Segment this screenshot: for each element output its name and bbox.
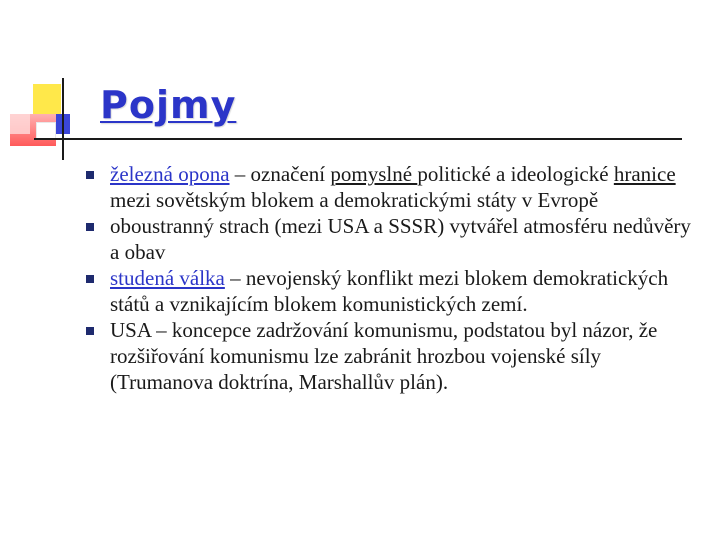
list-item xyxy=(82,213,692,265)
bullet-icon xyxy=(86,171,94,179)
decor-vertical-line xyxy=(62,78,64,160)
list-item xyxy=(82,161,692,213)
item-text: politické a ideologické xyxy=(417,162,614,186)
decor-yellow-square xyxy=(33,84,61,114)
item-text: – označení xyxy=(229,162,331,186)
list-item xyxy=(82,317,692,395)
term-zelezna-opona: železná opona xyxy=(110,162,230,186)
bullet-list xyxy=(82,161,692,395)
list-item xyxy=(82,265,692,317)
slide-title: Pojmy xyxy=(100,83,237,127)
bullet-icon xyxy=(86,275,94,283)
item-text: USA – koncepce zadržování komunismu, podstatou byl názor, že rozšiřování komunismu lze zabránit hrozbou vojenské síly (Trumanova doktrína, Marshallův plán). xyxy=(110,318,658,394)
decor-red-fade xyxy=(10,114,30,134)
underlined-text: hranice xyxy=(613,162,676,186)
bullet-icon xyxy=(86,327,94,335)
item-text: mezi sovětským blokem a demokratickými státy v Evropě xyxy=(110,188,599,212)
item-text: oboustranný strach (mezi USA a SSSR) vytvářel atmosféru nedůvěry a obav xyxy=(110,214,691,264)
bullet-icon xyxy=(86,223,94,231)
item-text: – nevojenský konflikt mezi blokem demokratických států a vznikajícím blokem komunistických zemí. xyxy=(110,266,669,316)
decor-horizontal-line xyxy=(34,138,682,140)
underlined-text: pomyslné xyxy=(330,162,418,186)
term-studena-valka: studená válka xyxy=(110,266,225,290)
